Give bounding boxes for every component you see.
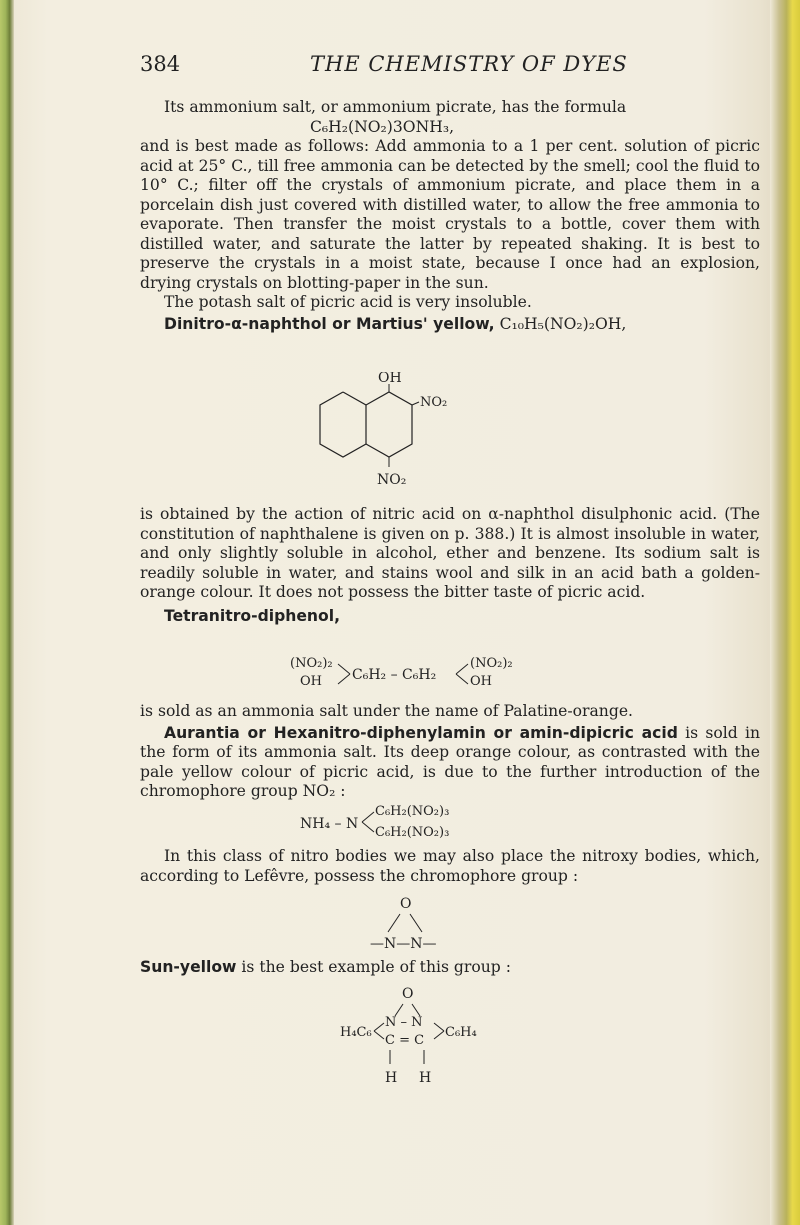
- sy-bond-left-bottom: [374, 1031, 384, 1039]
- martius-line: [140, 315, 760, 335]
- sy-bond-left-top: [374, 1023, 384, 1031]
- group-nn-label: —N—N—: [370, 936, 437, 952]
- nitroxy-body: In this class of nitro bodies we may also place the nitroxy bodies, which, according to Lefêvre, possess the chromophore group :: [140, 847, 760, 885]
- martius-section: [140, 505, 760, 626]
- sy-right-label: C₆H₄: [445, 1025, 477, 1040]
- naphthol-right-ring: [366, 392, 412, 457]
- ammonium-intro: Its ammonium salt, or ammonium picrate, has the formula: [164, 98, 627, 116]
- martius-body: is obtained by the action of nitric acid on α-naphthol disulphonic acid. (The constitution of naphthalene is given on p. 388.) It is almost insoluble in water, and only slightly soluble in alcohol, ether and benzene. Its sodium salt is readily soluble in water, and stains wool and silk in an acid bath a golden-orange colour. It does not possess the bitter taste of picric acid.: [140, 505, 760, 601]
- aurantia-formula: [300, 800, 500, 844]
- tetranitro-bottom-right: OH: [470, 674, 492, 689]
- sy-top-label: N – N: [385, 1015, 423, 1030]
- naphthol-no2-bottom-label: NO₂: [377, 472, 407, 488]
- tetranitro-bond-tl: [338, 664, 350, 674]
- page-number: 384: [140, 52, 181, 76]
- sy-left-label: H₄C₆: [340, 1025, 372, 1040]
- aurantia-formula-top: C₆H₂(NO₂)₃: [375, 804, 450, 819]
- sy-h2-label: H: [419, 1070, 432, 1086]
- naphthol-no2-top-label: NO₂: [420, 395, 448, 410]
- tetranitro-bond-bl: [338, 674, 350, 684]
- ammonium-formula: C₆H₂(NO₂)3ONH₃,: [310, 117, 455, 136]
- sy-o-label: O: [402, 986, 414, 1002]
- page-header: [140, 52, 740, 92]
- tetranitro-center: C₆H₂ – C₆H₂: [352, 667, 437, 683]
- sunyellow-body: is the best example of this group :: [236, 958, 511, 976]
- sy-h1-label: H: [385, 1070, 398, 1086]
- sy-bond-right-top: [434, 1023, 444, 1031]
- naphthol-structure-diagram: [300, 372, 460, 500]
- sy-bond-right-bottom: [434, 1031, 444, 1039]
- no2-top-bond: [412, 402, 419, 405]
- naphthol-oh-label: OH: [378, 372, 402, 386]
- tetranitro-top-right: (NO₂)₂: [470, 656, 513, 671]
- martius-formula: C₁₀H₅(NO₂)₂OH,: [499, 314, 627, 333]
- nitroxy-section: [140, 847, 760, 886]
- tetranitro-body: is sold as an ammonia salt under the name of Palatine-orange.: [140, 702, 634, 720]
- aurantia-bond-bottom: [362, 822, 374, 832]
- running-title: THE CHEMISTRY OF DYES: [310, 52, 628, 76]
- potash-line: The potash salt of picric acid is very insoluble.: [164, 293, 532, 311]
- tetranitro-top-left: (NO₂)₂: [290, 656, 333, 671]
- group-o-label: O: [400, 896, 412, 912]
- tetranitro-formula: [290, 652, 550, 696]
- tetranitro-bottom-left: OH: [300, 674, 322, 689]
- tetranitro-heading-line: [140, 607, 760, 627]
- martius-heading: Dinitro-α-naphthol or Martius' yellow,: [164, 314, 495, 333]
- tetranitro-bond-tr: [456, 664, 468, 674]
- chromophore-group-diagram: [370, 892, 450, 958]
- aurantia-section: [140, 702, 760, 802]
- sunyellow-structure-diagram: [340, 982, 500, 1092]
- tetranitro-heading: Tetranitro-diphenol,: [164, 606, 341, 625]
- aurantia-paragraph: [140, 724, 760, 802]
- aurantia-formula-bottom: C₆H₂(NO₂)₃: [375, 825, 450, 840]
- aurantia-formula-left: NH₄ – N: [300, 816, 359, 832]
- ammonium-body: and is best made as follows: Add ammonia to a 1 per cent. solution of picric acid at 25° C., till free ammonia can be detected by the smell; cool the fluid to 10° C.; filter off the crystals of ammonium picrate, and place them in a porcelain dish just covered with distilled water, to allow the free ammonia to evaporate. Then transfer the moist crystals to a bottle, cover them with distilled water, and saturate the latter by repeated shaking. It is best to preserve the crystals in a moist state, because I once had an explosion, drying crystals on blotting-paper in the sun.: [140, 137, 760, 292]
- sunyellow-section: [140, 958, 760, 978]
- sunyellow-heading: Sun-yellow: [140, 958, 237, 976]
- tetranitro-bond-br: [456, 674, 468, 684]
- aurantia-bond-top: [362, 812, 374, 822]
- aurantia-body: is sold in the form of its ammonia salt. Its deep orange colour, as contrasted with the pale yellow colour of picric acid, is due to the further introduction of the chromophore group NO₂ :: [140, 723, 760, 800]
- naphthol-left-ring: [320, 392, 366, 457]
- group-bond-right: [410, 914, 422, 932]
- right-page-edge: [770, 0, 800, 1225]
- aurantia-heading: Aurantia or Hexanitro-diphenylamin or amin-dipicric acid: [164, 723, 678, 742]
- ammonium-section: [140, 98, 760, 334]
- sunyellow-paragraph: [140, 958, 760, 978]
- sy-bottom-label: C = C: [385, 1033, 425, 1048]
- group-bond-left: [388, 914, 400, 932]
- left-page-edge: [0, 0, 14, 1225]
